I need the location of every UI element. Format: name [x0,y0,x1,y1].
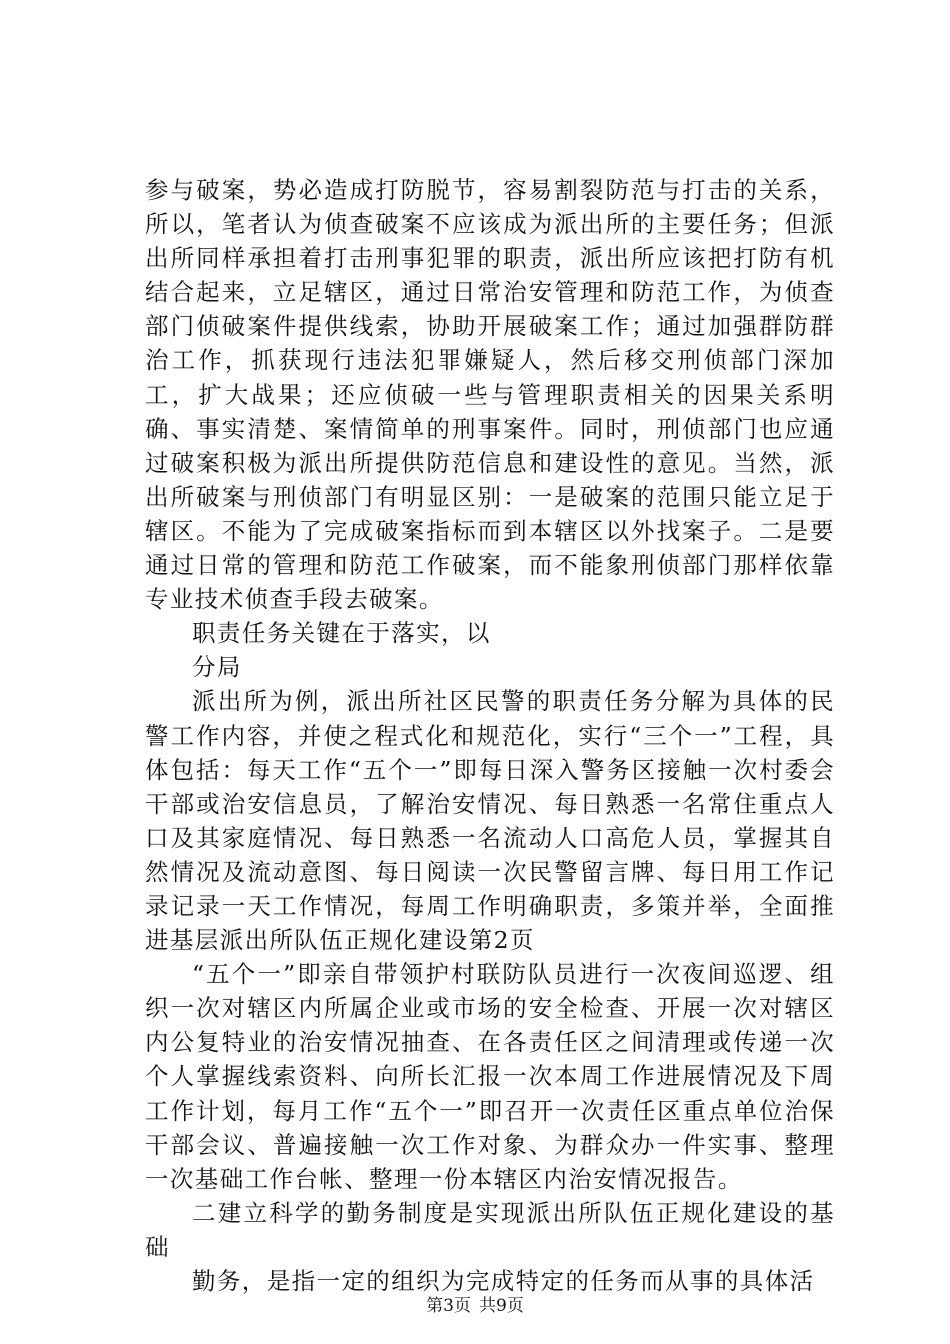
paragraph-6: 二建立科学的勤务制度是实现派出所队伍正规化建设的基础 [145,1198,835,1261]
paragraph-7: 勤务，是指一定的组织为完成特定的任务而从事的具体活 [192,1267,815,1295]
paragraph-4: 派出所为例，派出所社区民警的职责任务分解为具体的民警工作内容，并使之程式化和规范化，实行“三个一”工程，具体包括：每天工作“五个一”即每日深入警务区接触一次村委会干部或治安信息员，了解治安情况、每日熟悉一名常住重点人口及其家庭情况、每日熟悉一名流动人口高危人员，掌握其自然情况及流动意图、每日阅读一次民警留言牌、每日用工作记录记录一天工作情况，每周工作明确职责，多策并举，全面推进基层派出所队伍正规化建设第2页 [145,687,835,955]
page-total: 共9页 [479,1296,524,1316]
page-footer [0,1296,950,1316]
paragraph-5: “五个一”即亲自带领护村联防队员进行一次夜间巡逻、组织一次对辖区内所属企业或市场的安全检查、开展一次对辖区内公复特业的治安情况抽查、在各责任区之间清理或传递一次个人掌握线索资料、向所长汇报一次本周工作进展情况及下周工作计划，每月工作“五个一”即召开一次责任区重点单位治保干部会议、普遍接触一次工作对象、为群众办一件实事、整理一次基础工作台帐、整理一份本辖区内治安情况报告。 [145,960,835,1193]
page-number: 第3页 [426,1296,471,1316]
paragraph-1: 参与破案，势必造成打防脱节，容易割裂防范与打击的关系，所以，笔者认为侦查破案不应该成为派出所的主要任务；但派出所同样承担着打击刑事犯罪的职责，派出所应该把打防有机结合起来，立足辖区，通过日常治安管理和防范工作，为侦查部门侦破案件提供线索，协助开展破案工作；通过加强群防群治工作，抓获现行违法犯罪嫌疑人，然后移交刑侦部门深加工，扩大战果；还应侦破一些与管理职责相关的因果关系明确、事实清楚、案情简单的刑事案件。同时，刑侦部门也应通过破案积极为派出所提供防范信息和建设性的意见。当然，派出所破案与刑侦部门有明显区别：一是破案的范围只能立足于辖区。不能为了完成破案指标而到本辖区以外找案子。二是要通过日常的管理和防范工作破案，而不能象刑侦部门那样依靠专业技术侦查手段去破案。 [145,176,835,614]
paragraph-3: 分局 [192,653,242,682]
paragraph-2: 职责任务关键在于落实，以 [192,619,491,648]
document-body [145,173,835,1298]
